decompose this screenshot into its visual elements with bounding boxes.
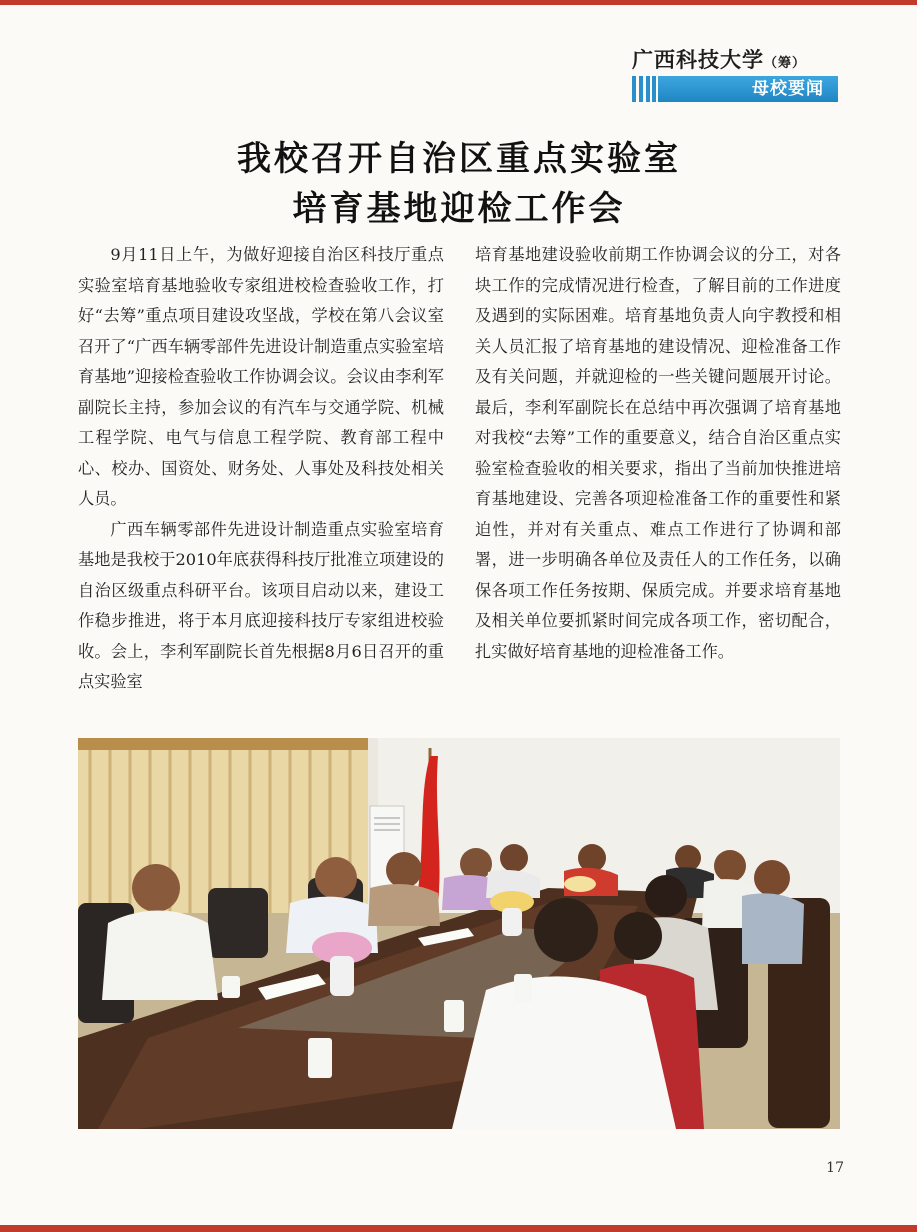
paragraph: 广西车辆零部件先进设计制造重点实验室培育基地是我校于2010年底获得科技厅批准立项建设的自治区级重点科研平台。该项目启动以来，建设工作稳步推进，将于本月底迎接科技厅专家组进校验收。会上，李利军副院长首先根据8月6日召开的重点实验室 — [78, 519, 444, 691]
right-column — [475, 240, 841, 667]
page-number: 17 — [826, 1160, 844, 1176]
publication-name: 广西科技大学 — [632, 47, 764, 72]
publication-title — [632, 46, 806, 74]
left-column — [78, 240, 444, 698]
section-bars — [632, 76, 656, 102]
article-title-line-2: 培育基地迎检工作会 — [292, 189, 626, 229]
paragraph: 培育基地建设验收前期工作协调会议的分工，对各块工作的完成情况进行检查，了解目前的工作进度及遇到的实际困难。培育基地负责人向宇教授和相关人员汇报了培育基地的建设情况、迎检准备工作及有关问题，并就迎检的一些关键问题展开讨论。最后，李利军副院长在总结中再次强调了培育基地对我校“去筹”工作的重要意义，结合自治区重点实验室检查验收的相关要求，指出了当前加快推进培育基地建设、完善各项迎检准备工作的重要性和紧迫性，并对有关重点、难点工作进行了协调和部署，进一步明确各单位及责任人的工作任务，以确保各项工作任务按期、保质完成。并要求培育基地及相关单位要抓紧时间完成各项工作，密切配合，扎实做好培育基地的迎检准备工作。 — [475, 245, 841, 661]
masthead — [628, 44, 844, 108]
publication-suffix: （筹） — [764, 56, 807, 71]
section-label: 母校要闻 — [658, 76, 838, 102]
article-title — [120, 134, 798, 234]
article-title-line-1: 我校召开自治区重点实验室 — [237, 139, 681, 179]
bottom-rule — [0, 1225, 917, 1232]
meeting-photo — [78, 738, 840, 1129]
top-rule — [0, 0, 917, 5]
paragraph: 9月11日上午，为做好迎接自治区科技厅重点实验室培育基地验收专家组进校检查验收工作，打好“去筹”重点项目建设攻坚战，学校在第八会议室召开了“广西车辆零部件先进设计制造重点实验室培育基地”迎接检查验收工作协调会议。会议由李利军副院长主持，参加会议的有汽车与交通学院、机械工程学院、电气与信息工程学院、教育部工程中心、校办、国资处、财务处、人事处及科技处相关人员。 — [78, 245, 444, 508]
meeting-photo-illustration — [78, 738, 840, 1129]
